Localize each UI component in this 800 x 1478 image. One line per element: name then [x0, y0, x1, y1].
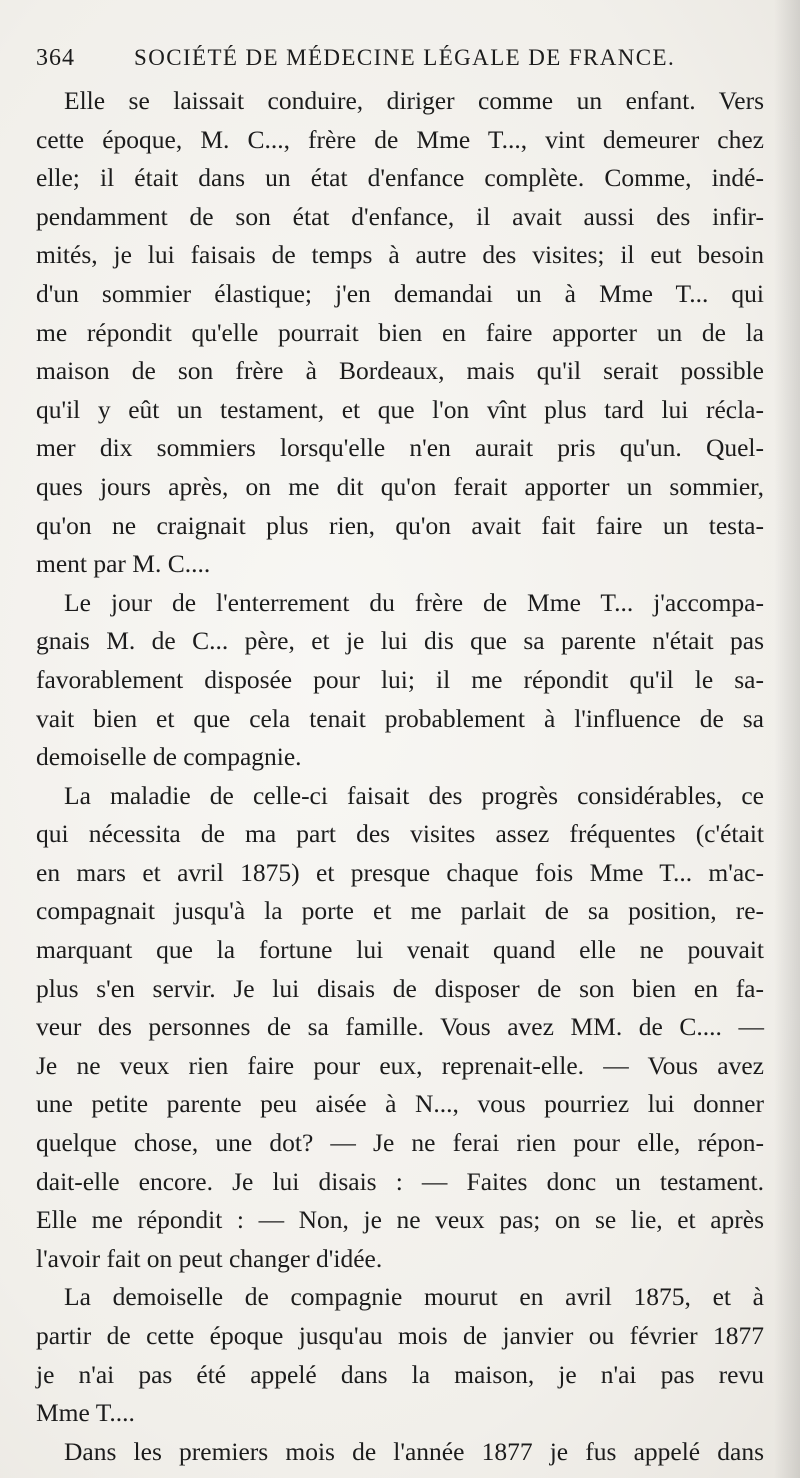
text-line: La maladie de celle-ci faisait des progrès considérables, ce	[64, 780, 764, 810]
paragraph	[36, 1278, 764, 1432]
text-line: qu'il y eût un testament, et que l'on vînt plus tard lui récla-	[36, 394, 764, 424]
text-line: en mars et avril 1875) et presque chaque fois Mme T... m'ac-	[36, 857, 764, 887]
text-line: cette époque, M. C..., frère de Mme T..., vint demeurer chez	[36, 124, 764, 154]
paragraph	[36, 1433, 764, 1472]
text-line: l'avoir fait on peut changer d'idée.	[36, 1243, 383, 1273]
text-line: Elle me répondit : — Non, je ne veux pas; on se lie, et après	[36, 1205, 764, 1235]
text-line: Dans les premiers mois de l'année 1877 je fus appelé dans	[64, 1436, 764, 1466]
text-line: mer dix sommiers lorsqu'elle n'en aurait pris qu'un. Quel-	[36, 433, 764, 463]
text-line: quelque chose, une dot? — Je ne ferai rien pour elle, répon-	[36, 1128, 764, 1158]
text-line: plus s'en servir. Je lui disais de disposer de son bien en fa-	[36, 973, 764, 1003]
paragraph	[36, 584, 764, 777]
page-header	[36, 40, 776, 76]
text-line: compagnait jusqu'à la porte et me parlait de sa position, re-	[36, 896, 764, 926]
text-line: vait bien et que cela tenait probablement à l'influence de sa	[36, 703, 764, 733]
text-line: gnais M. de C... père, et je lui dis que sa parente n'était pas	[36, 626, 764, 656]
text-line: partir de cette époque jusqu'au mois de janvier ou février 1877	[36, 1321, 764, 1350]
text-line: me répondit qu'elle pourrait bien en faire apporter un de la	[36, 317, 764, 347]
text-line: ques jours après, on me dit qu'on ferait apporter un sommier,	[36, 471, 764, 501]
body-text	[36, 82, 764, 1471]
text-line: une petite parente peu aisée à N..., vous pourriez lui donner	[36, 1089, 764, 1119]
text-line: d'un sommier élastique; j'en demandai un à Mme T... qui	[36, 278, 764, 308]
text-line: qu'on ne craignait plus rien, qu'on avait fait faire un testa-	[36, 510, 764, 540]
running-head: SOCIÉTÉ DE MÉDECINE LÉGALE DE FRANCE.	[134, 45, 676, 70]
page-number: 364	[36, 45, 75, 71]
text-line: marquant que la fortune lui venait quand elle ne pouvait	[36, 935, 764, 965]
text-line: Le jour de l'enterrement du frère de Mme T... j'accompa-	[64, 587, 764, 617]
text-line: favorablement disposée pour lui; il me répondit qu'il le sa-	[36, 664, 764, 694]
text-line: demoiselle de compagnie.	[36, 742, 302, 772]
text-line: Mme T....	[36, 1398, 135, 1428]
page-edge-shadow	[774, 0, 800, 1478]
paragraph	[36, 82, 764, 584]
text-line: Elle se laissait conduire, diriger comme un enfant. Vers	[64, 86, 764, 115]
text-line: dait-elle encore. Je lui disais : — Faites donc un testament.	[36, 1166, 764, 1196]
paragraph	[36, 777, 764, 1279]
text-line: La demoiselle de compagnie mourut en avril 1875, et à	[64, 1282, 764, 1312]
text-line: veur des personnes de sa famille. Vous avez MM. de C.... —	[36, 1012, 764, 1042]
text-line: Je ne veux rien faire pour eux, reprenait-elle. — Vous avez	[36, 1050, 764, 1080]
text-line: qui nécessita de ma part des visites assez fréquentes (c'était	[36, 819, 764, 849]
text-line: mités, je lui faisais de temps à autre des visites; il eut besoin	[36, 240, 764, 270]
text-line: ment par M. C....	[36, 549, 211, 579]
text-line: maison de son frère à Bordeaux, mais qu'il serait possible	[36, 356, 764, 386]
text-line: je n'ai pas été appelé dans la maison, je n'ai pas revu	[36, 1359, 764, 1389]
text-line: elle; il était dans un état d'enfance complète. Comme, indé-	[36, 163, 764, 193]
text-line: pendamment de son état d'enfance, il avait aussi des infir-	[36, 201, 764, 231]
